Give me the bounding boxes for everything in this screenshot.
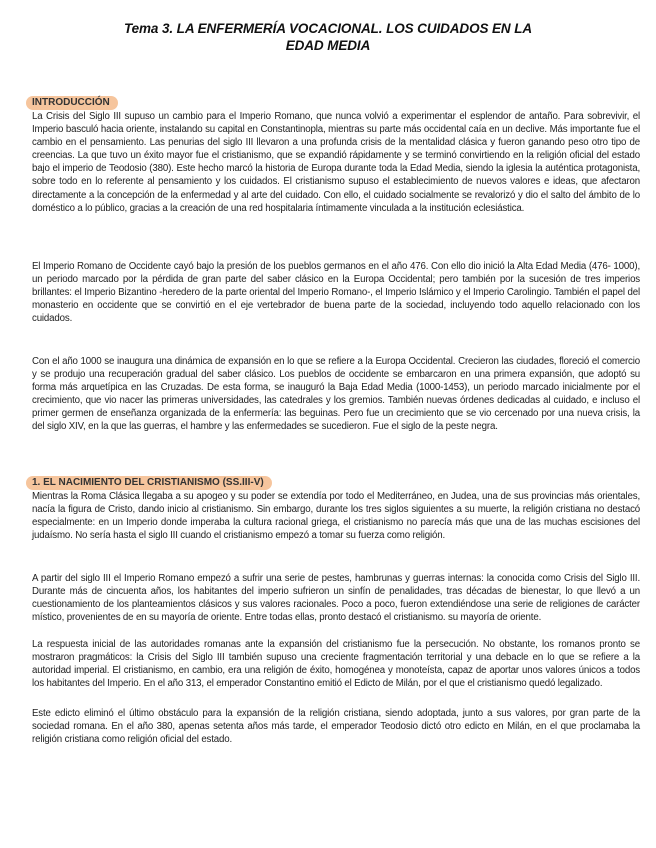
document-title — [60, 20, 596, 54]
intro-paragraph-2: El Imperio Romano de Occidente cayó bajo la presión de los pueblos germanos en el año 476. Con ello dio inició la Alta Edad Media (476- 1000), un periodo marcado por la pérdida de gran parte del saber clásico en la Europa Occidental; pero también por la sucesión de tres imperios brillantes: el Imperio Bizantino -heredero de la parte oriental del Imperio Romano-, el Imperio Islámico y el Imperio Carolingio. También el papel del monasterio en occidente que se convirtió en el eje vertebrador de buena parte de la sociedad, incluyendo todo aquello relacionado con los cuidados. — [32, 261, 640, 325]
cristianismo-paragraph-2: A partir del siglo III el Imperio Romano empezó a sufrir una serie de pestes, hambrunas y guerras internas: la conocida como Crisis del Siglo III. Durante más de cincuenta años, los habitantes del imperio sufrieron un sinfín de penalidades, tras décadas de bienestar, lo que llevó a un cuestionamiento de los planteamientos clásicos y sus valores racionales. Poco a poco, fueron extendiéndose una serie de religiones de carácter místico, provenientes de en su mayoría de oriente. Entre todas ellas, pronto destacó el cristianismo. su mayoría de oriente. — [32, 573, 640, 624]
cristianismo-paragraph-3: La respuesta inicial de las autoridades romanas ante la expansión del cristianismo fue la persecución. No obstante, los romanos pronto se mostraron pragmáticos: la Crisis del Siglo III también supuso una creciente fragmentación territorial y una debacle en lo que se refiere a la autoridad imperial. El cristianismo, en cambio, era una religión de éxito, homogénea y monoteísta, capaz de aportar unos valores únicos a todos los habitantes del Imperio. En el año 313, el emperador Constantino emitió el Edicto de Milán, por el que el cristianismo quedó legalizado. — [32, 639, 640, 690]
intro-paragraph-3: Con el año 1000 se inaugura una dinámica de expansión en lo que se refiere a la Europa Occidental. Crecieron las ciudades, floreció el comercio y se produjo una recuperación gradual del saber clásico. Los pueblos de occidente se embarcaron en una primera expansión, que adoptó su forma más arquetípica en las Cruzadas. De esta forma, se inauguró la Baja Edad Media (1000-1453), un periodo marcado inicialmente por el crecimiento, que vio nacer las primeras universidades, las catedrales y los gremios. También nuevas órdenes dedicadas al cuidado, e incluso el primer germen de enseñanza organizada de la enfermería: las beguinas. Pero fue un crecimiento que se vio cercenado por una nueva crisis, la del siglo XIV, en la que las guerras, el hambre y las enfermedades se sucedieron. Fue el siglo de la peste negra. — [32, 356, 640, 433]
cristianismo-paragraph-4: Este edicto eliminó el último obstáculo para la expansión de la religión cristiana, siendo adoptada, junto a sus valores, por gran parte de la sociedad romana. En el año 380, apenas setenta años más tarde, el emperador Teodosio dictó otro edicto en Milán, en el que proclamaba la religión cristiana como religión oficial del estado. — [32, 708, 640, 746]
title-line-2: EDAD MEDIA — [285, 38, 371, 53]
intro-paragraph-1: La Crisis del Siglo III supuso un cambio para el Imperio Romano, que nunca volvió a experimentar el esplendor de antaño. Para sobrevivir, el Imperio basculó hacia oriente, instalando su capital en Constantinopla, mientras su parte más occidental caía en un declive. Más importante fue el cambio en el pensamiento. Las penurias del siglo III llevaron a una profunda crisis de la mentalidad clásica y fueron ganando peso otro tipo de creencias. La que tuvo un éxito mayor fue el cristianismo, que se expandió rápidamente y se terminó convirtiendo en la religión oficial del estado bajo el imperio de Teodosio (380). Este hecho marcó la historia de Europa durante toda la Edad Media, siendo la iglesia la auténtica protagonista, sobre todo en lo referente al pensamiento y los cuidados. El cristianismo supuso el establecimiento de nuevos valores e ideas, que afectaron directamente a la concepción de la enfermedad y al arte del cuidado. Con ello, el cuidado socialmente se revalorizó y dio el salto del ámbito de lo doméstico a lo público, gracias a la creación de una red hospitalaria íntimamente vinculada a la institución eclesiástica. — [32, 111, 640, 214]
section-heading-introduccion: INTRODUCCIÓN — [26, 96, 118, 110]
title-line-1: Tema 3. LA ENFERMERÍA VOCACIONAL. LOS CUIDADOS EN LA — [123, 21, 533, 36]
cristianismo-paragraph-1: Mientras la Roma Clásica llegaba a su apogeo y su poder se extendía por todo el Mediterráneo, en Judea, una de sus provincias más orientales, nacía la figura de Cristo, dando inicio al cristianismo. Sin embargo, durante los tres siglos siguientes a su muerte, la religión cristiana no destacó especialmente: en un Imperio donde imperaba la cultura racional griega, el cristianismo no parecía más que una de las muchas escisiones del judaísmo. No sería hasta el siglo III cuando el cristianismo empezó a tomar su fuerza como religión. — [32, 491, 640, 542]
section-heading-cristianismo: 1. EL NACIMIENTO DEL CRISTIANISMO (SS.III-V) — [26, 476, 272, 490]
